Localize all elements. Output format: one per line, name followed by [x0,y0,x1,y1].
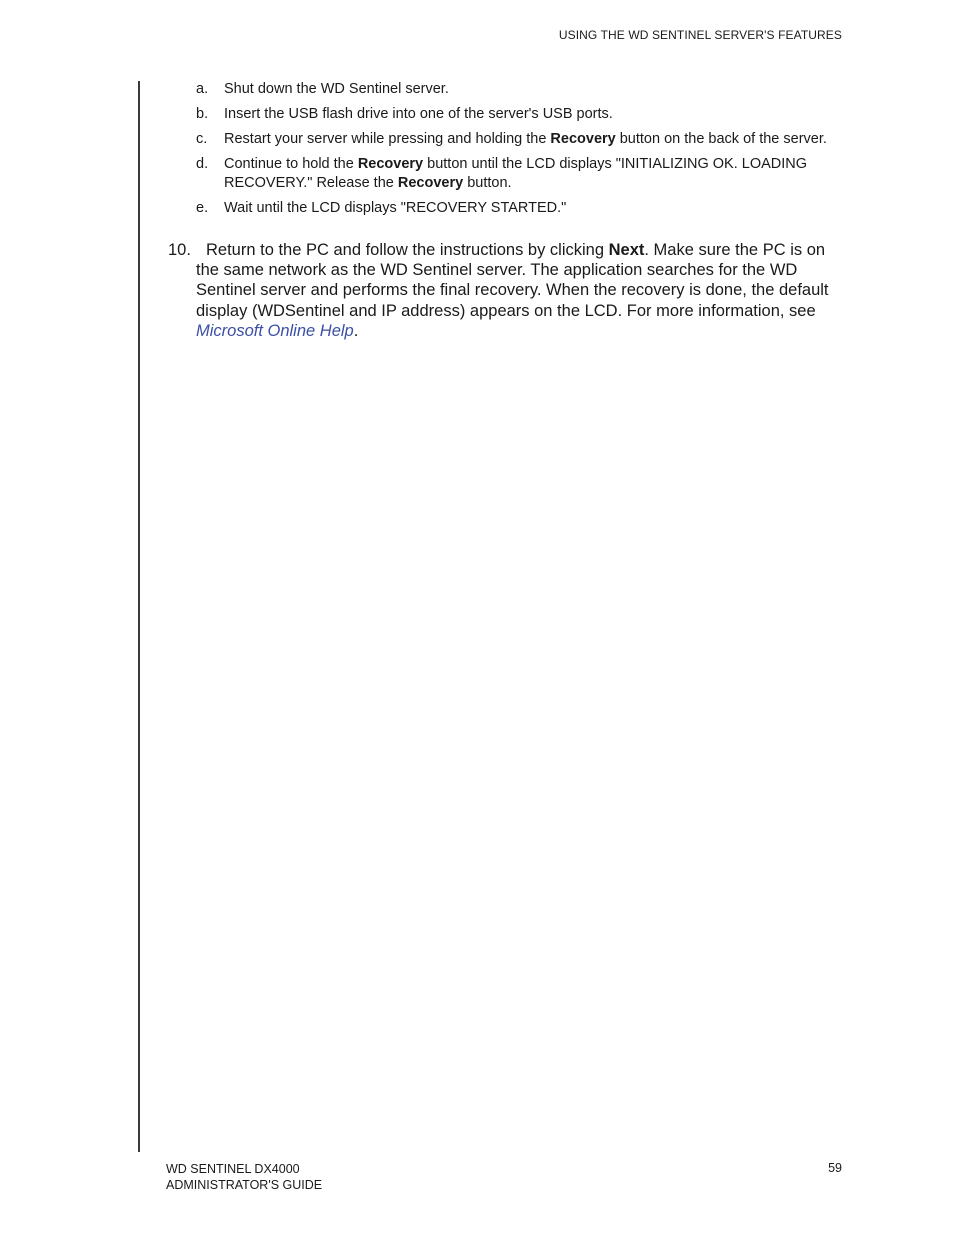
substep-text [224,80,846,99]
substep-marker: e. [196,200,209,216]
text-run: . [353,321,359,340]
text-run: button until the LCD displays "INITIALIZING OK. LOADING RECOVERY." Release the [224,156,808,191]
text-run: . Make sure the PC is on the same network as the WD Sentinel server. The application searches for the WD Sentinel server and performs the final recovery. When the recovery is done, the default display (WDSentinel and IP address) appears on the LCD. For more information, see [196,241,829,320]
text-run: Continue to hold the [224,156,358,172]
bold-term: Recovery [357,156,424,172]
bold-term: Recovery [550,131,616,147]
text-run: Wait until the LCD displays "RECOVERY STARTED." [224,200,567,216]
text-run: button on the back of the server. [615,131,827,147]
substep-b [196,105,846,124]
text-run: Restart your server while pressing and holding the [224,131,551,147]
substep-c [196,130,846,149]
substep-marker: b. [196,106,209,122]
footer-product-name: WD SENTINEL DX4000 [166,1162,300,1176]
text-run: Shut down the WD Sentinel server. [224,81,449,97]
substep-text [224,105,846,124]
substep-text [224,155,846,193]
substep-a [196,80,846,99]
substep-d [196,155,846,193]
step-10 [168,240,844,341]
substep-marker: d. [196,156,209,172]
footer-guide-name: ADMINISTRATOR'S GUIDE [166,1178,323,1192]
text-run: Return to the PC and follow the instructions by clicking [206,241,609,259]
running-header: USING THE WD SENTINEL SERVER'S FEATURES [558,28,842,42]
footer-product [166,1161,322,1193]
margin-rule [138,81,140,1152]
bold-term: Next [608,241,645,259]
page-number: 59 [828,1161,842,1175]
substep-list [196,80,846,224]
microsoft-online-help-link[interactable]: Microsoft Online Help [196,321,354,340]
step-10-text [168,240,844,341]
substep-marker: a. [196,81,209,97]
text-run: Insert the USB flash drive into one of the server's USB ports. [224,106,613,122]
substep-text [224,199,846,218]
step-number: 10. [168,241,191,259]
substep-text [224,130,846,149]
substep-marker: c. [196,131,208,147]
text-run: button. [463,175,512,191]
bold-term: Recovery [397,175,464,191]
substep-e [196,199,846,218]
